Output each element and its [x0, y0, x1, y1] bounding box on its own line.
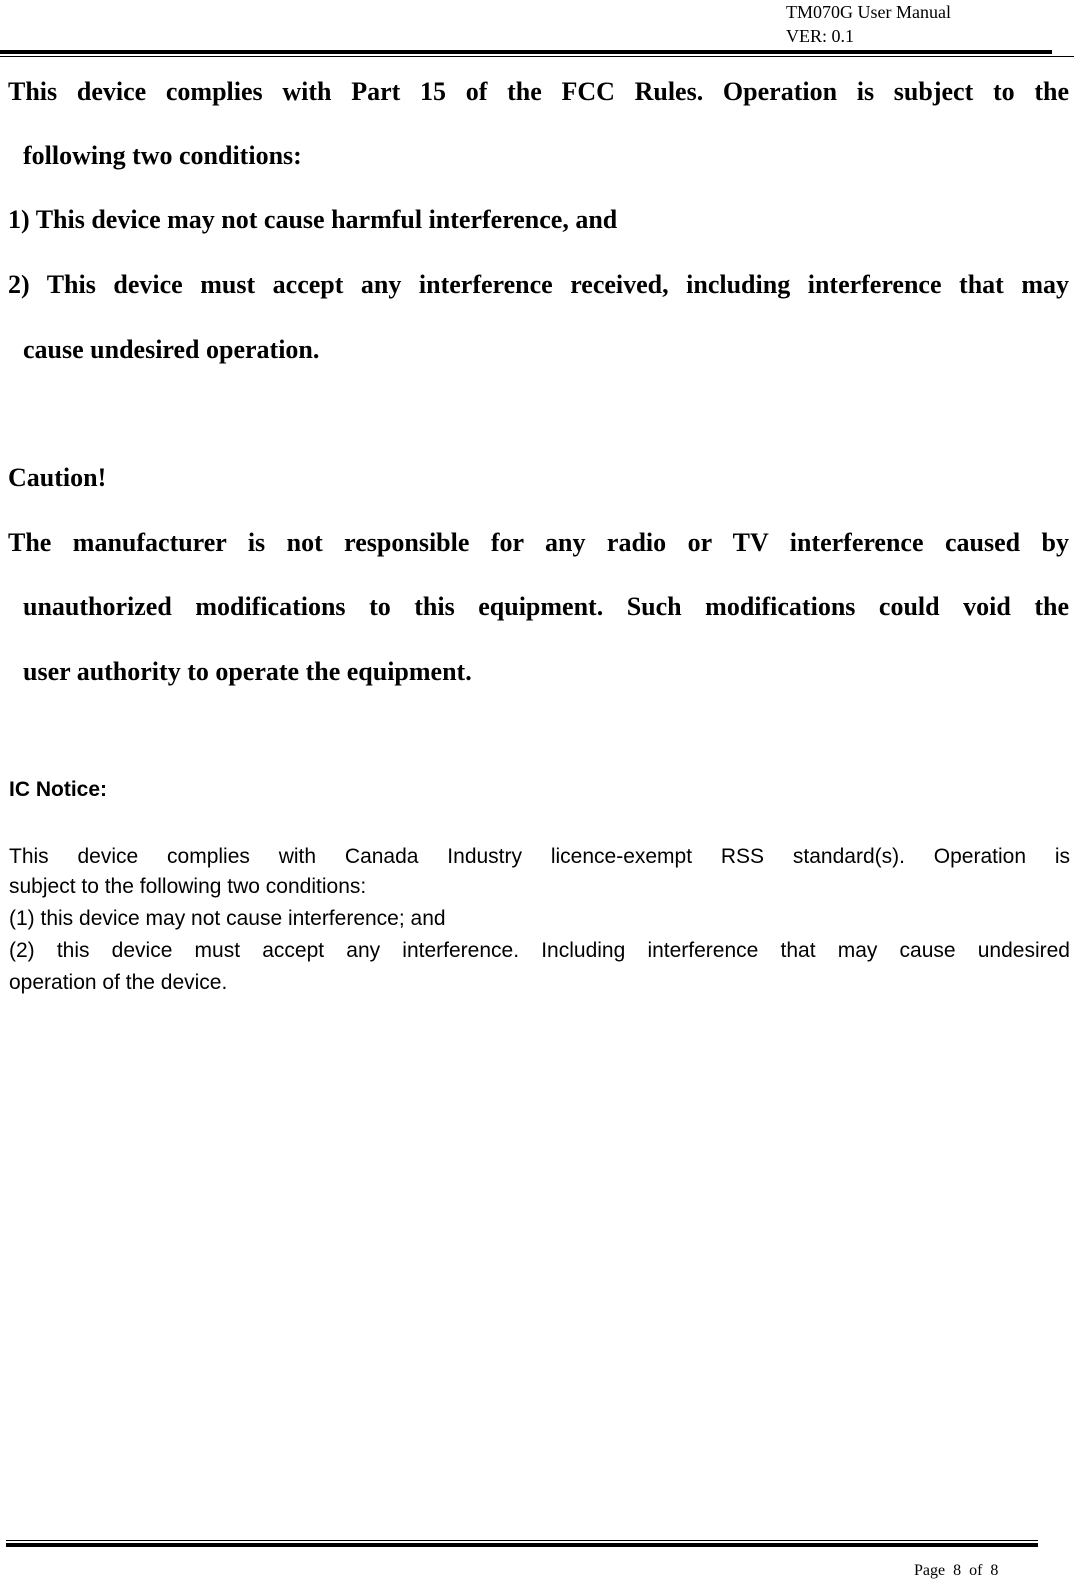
header-divider-thick [0, 50, 1052, 54]
document-title: TM070G User Manual [786, 2, 951, 22]
caution-heading: Caution! [8, 463, 107, 492]
fcc-condition-2-line-2: cause undesired operation. [23, 335, 320, 364]
fcc-condition-1: 1) This device may not cause harmful interference, and [8, 205, 618, 234]
header-divider-thin [0, 56, 1074, 57]
ic-notice-line-4: (2) this device must accept any interference. Including interference that may cause undesired [9, 939, 1070, 962]
caution-line-3: user authority to operate the equipment. [23, 657, 472, 686]
footer-divider-thick [6, 1543, 1038, 1547]
ic-notice-line-1: This device complies with Canada Industry licence-exempt RSS standard(s). Operation is [9, 845, 1070, 868]
caution-line-2: unauthorized modifications to this equipment. Such modifications could void the [23, 592, 1069, 621]
document-version: VER: 0.1 [786, 26, 855, 46]
fcc-condition-2-line-1: 2) This device must accept any interference received, including interference that may [8, 270, 1069, 299]
ic-notice-line-5: operation of the device. [9, 971, 228, 994]
fcc-intro-line-2: following two conditions: [23, 141, 302, 170]
ic-notice-line-3: (1) this device may not cause interference; and [9, 907, 446, 930]
fcc-intro-line-1: This device complies with Part 15 of the FCC Rules. Operation is subject to the [8, 77, 1069, 106]
caution-line-1: The manufacturer is not responsible for any radio or TV interference caused by [8, 528, 1069, 557]
ic-notice-line-2: subject to the following two conditions: [9, 875, 367, 898]
footer-divider-thin [6, 1540, 1038, 1541]
page-number: Page 8 of 8 [914, 1562, 999, 1579]
ic-notice-heading: IC Notice: [9, 778, 108, 801]
